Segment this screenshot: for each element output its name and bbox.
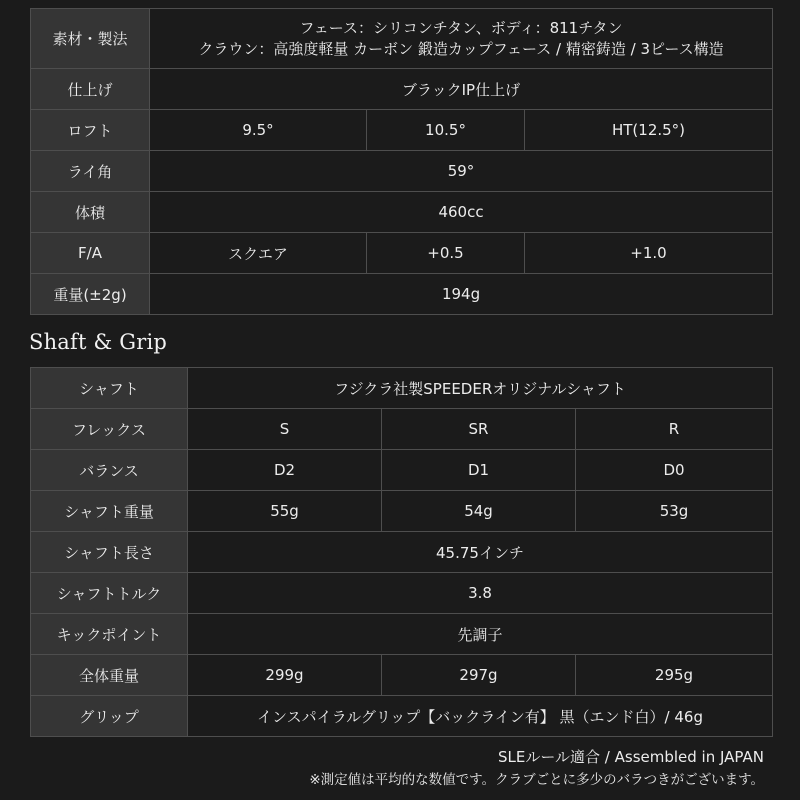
shaft-value-total-weight-3: 295g (576, 655, 773, 696)
material-line-1: フェース：シリコンチタン、ボディ：811チタン (299, 18, 623, 37)
shaft-label-flex: フレックス (31, 409, 188, 450)
table-row (31, 655, 773, 696)
shaft-label-torque: シャフトトルク (31, 573, 188, 614)
table-row (31, 110, 773, 151)
spec-value-fa-1: スクエア (150, 233, 367, 274)
spec-value-loft-2: 10.5° (367, 110, 525, 151)
shaft-value-flex-3: R (576, 409, 773, 450)
shaft-value-flex-1: S (188, 409, 382, 450)
shaft-value-balance-1: D2 (188, 450, 382, 491)
head-spec-table (30, 8, 773, 315)
spec-value-loft-3: HT(12.5°) (525, 110, 773, 151)
shaft-label-kick-point: キックポイント (31, 614, 188, 655)
table-row (31, 614, 773, 655)
table-row (31, 69, 773, 110)
table-row (31, 9, 773, 69)
shaft-label-shaft-weight: シャフト重量 (31, 491, 188, 532)
spec-label-fa: F/A (31, 233, 150, 274)
shaft-label-shaft: シャフト (31, 368, 188, 409)
spec-value-fa-3: +1.0 (525, 233, 773, 274)
spec-label-material: 素材・製法 (31, 9, 150, 69)
shaft-value-kick-point: 先調子 (188, 614, 773, 655)
shaft-value-shaft: フジクラ社製SPEEDERオリジナルシャフト (188, 368, 773, 409)
footer-measurement-note: ※測定値は平均的な数値です。クラブごとに多少のバラつきがございます。 (309, 772, 764, 788)
table-row (31, 368, 773, 409)
spec-value-volume: 460cc (150, 192, 773, 233)
shaft-value-shaft-length: 45.75インチ (188, 532, 773, 573)
spec-label-finish: 仕上げ (31, 69, 150, 110)
spec-value-loft-1: 9.5° (150, 110, 367, 151)
shaft-value-balance-2: D1 (382, 450, 576, 491)
table-row (31, 151, 773, 192)
shaft-spec-table (30, 367, 773, 737)
table-row (31, 450, 773, 491)
shaft-value-shaft-weight-3: 53g (576, 491, 773, 532)
shaft-label-balance: バランス (31, 450, 188, 491)
table-row (31, 573, 773, 614)
shaft-value-shaft-weight-1: 55g (188, 491, 382, 532)
table-row (31, 192, 773, 233)
spec-label-volume: 体積 (31, 192, 150, 233)
table-row (31, 532, 773, 573)
table-row (31, 696, 773, 737)
shaft-value-total-weight-1: 299g (188, 655, 382, 696)
spec-value-fa-2: +0.5 (367, 233, 525, 274)
spec-value-lie: 59° (150, 151, 773, 192)
shaft-value-flex-2: SR (382, 409, 576, 450)
table-row (31, 409, 773, 450)
spec-value-finish: ブラックIP仕上げ (150, 69, 773, 110)
shaft-value-balance-3: D0 (576, 450, 773, 491)
shaft-value-torque: 3.8 (188, 573, 773, 614)
shaft-label-grip: グリップ (31, 696, 188, 737)
table-row (31, 233, 773, 274)
table-row (31, 491, 773, 532)
section-title-shaft-grip: Shaft & Grip (29, 330, 168, 354)
footer-rule-compliance: SLEルール適合 / Assembled in JAPAN (497, 748, 764, 766)
spec-value-material (150, 9, 773, 69)
spec-label-loft: ロフト (31, 110, 150, 151)
shaft-value-total-weight-2: 297g (382, 655, 576, 696)
material-line-2: クラウン：高強度軽量 カーボン 鍛造カップフェース / 精密鋳造 / 3ピース構造 (198, 39, 724, 58)
spec-value-weight: 194g (150, 274, 773, 315)
shaft-label-total-weight: 全体重量 (31, 655, 188, 696)
spec-label-weight: 重量(±2g) (31, 274, 150, 315)
shaft-label-shaft-length: シャフト長さ (31, 532, 188, 573)
shaft-value-grip: インスパイラルグリップ【バックライン有】 黒（エンド白）/ 46g (188, 696, 773, 737)
shaft-value-shaft-weight-2: 54g (382, 491, 576, 532)
table-row (31, 274, 773, 315)
spec-label-lie: ライ角 (31, 151, 150, 192)
